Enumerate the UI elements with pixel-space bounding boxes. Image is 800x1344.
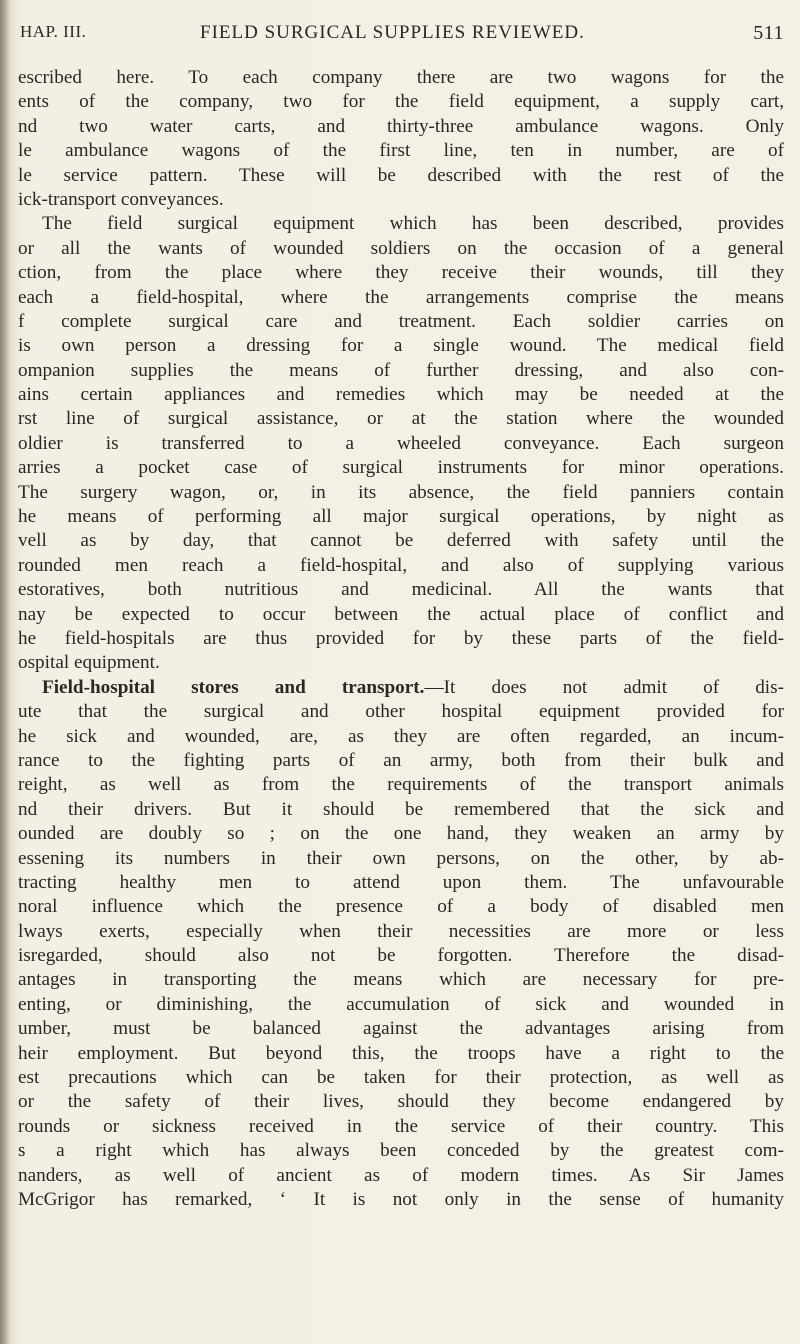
text-line: ction, from the place where they receive their wounds, till they: [18, 262, 784, 284]
text-line: heir employment. But beyond this, the troops have a right to the: [18, 1042, 784, 1064]
body-text: [18, 66, 784, 1212]
text-line: each a field-hospital, where the arrangements comprise the means: [18, 286, 784, 308]
text-line: is own person a dressing for a single wound. The medical field: [18, 335, 784, 357]
text-line: le service pattern. These will be described with the rest of the: [18, 164, 784, 186]
text-line: nay be expected to occur between the actual place of conflict and: [18, 603, 784, 625]
text-line: le ambulance wagons of the first line, ten in number, are of: [18, 140, 784, 162]
page-number: 511: [753, 22, 784, 44]
text-line: The surgery wagon, or, in its absence, the field panniers contain: [18, 481, 784, 503]
page-gutter: [0, 0, 10, 1344]
text-line: tracting healthy men to attend upon them. The unfavourable: [18, 871, 784, 893]
text-line: ute that the surgical and other hospital equipment provided for: [18, 701, 784, 723]
text-line: he sick and wounded, are, as they are often regarded, an incum-: [18, 725, 784, 747]
text-line: ents of the company, two for the field equipment, a supply cart,: [18, 91, 784, 113]
text-line: umber, must be balanced against the advantages arising from: [18, 1018, 784, 1040]
text-line: ounded are doubly so ; on the one hand, they weaken an army by: [18, 823, 784, 845]
text-line: lways exerts, especially when their necessities are more or less: [18, 920, 784, 942]
text-line: noral influence which the presence of a body of disabled men: [18, 896, 784, 918]
text-line: est precautions which can be taken for their protection, as well as: [18, 1067, 784, 1089]
text-line: s a right which has always been conceded by the greatest com-: [18, 1140, 784, 1162]
text-line: nd two water carts, and thirty-three ambulance wagons. Only: [18, 115, 784, 137]
running-head: [20, 22, 784, 52]
text-line: reight, as well as from the requirements of the transport animals: [18, 774, 784, 796]
text-line: nd their drivers. But it should be remembered that the sick and: [18, 798, 784, 820]
text-line: rounds or sickness received in the service of their country. This: [18, 1115, 784, 1137]
text-line: [18, 676, 784, 700]
text-line: f complete surgical care and treatment. Each soldier carries on: [18, 310, 784, 332]
text-line: rst line of surgical assistance, or at the station where the wounded: [18, 408, 784, 430]
text-line: or the safety of their lives, should they become endangered by: [18, 1091, 784, 1113]
text-line: rance to the fighting parts of an army, both from their bulk and: [18, 749, 784, 771]
chapter-label: HAP. III.: [20, 22, 87, 41]
text-line: estoratives, both nutritious and medicinal. All the wants that: [18, 579, 784, 601]
text-line: ospital equipment.: [18, 652, 160, 674]
text-line: antages in transporting the means which are necessary for pre-: [18, 969, 784, 991]
text-line: The field surgical equipment which has been described, provides: [42, 213, 784, 235]
text-line: nanders, as well of ancient as of modern times. As Sir James: [18, 1164, 784, 1186]
running-title: FIELD SURGICAL SUPPLIES REVIEWED.: [200, 22, 585, 43]
section-heading: Field-hospital stores and transport.: [42, 676, 425, 698]
text-line: essening its numbers in their own persons, on the other, by ab-: [18, 847, 784, 869]
text-line: ompanion supplies the means of further dressing, and also con-: [18, 359, 784, 381]
text-line: he field-hospitals are thus provided for by these parts of the field-: [18, 627, 784, 649]
text-line: or all the wants of wounded soldiers on the occasion of a general: [18, 237, 784, 259]
text-line: he means of performing all major surgical operations, by night as: [18, 506, 784, 528]
text-line: ains certain appliances and remedies which may be needed at the: [18, 384, 784, 406]
text-line: ick-transport conveyances.: [18, 188, 224, 210]
text-line: arries a pocket case of surgical instruments for minor operations.: [18, 457, 784, 479]
text-line: rounded men reach a field-hospital, and also of supplying various: [18, 554, 784, 576]
text-line: McGrigor has remarked, ‘ It is not only in the sense of humanity: [18, 1188, 784, 1210]
text-line: isregarded, should also not be forgotten. Therefore the disad-: [18, 945, 784, 967]
heading-continuation: —It does not admit of dis-: [424, 676, 784, 698]
text-line: oldier is transferred to a wheeled conveyance. Each surgeon: [18, 432, 784, 454]
text-line: vell as by day, that cannot be deferred with safety until the: [18, 530, 784, 552]
text-line: escribed here. To each company there are two wagons for the: [18, 67, 784, 88]
text-line: enting, or diminishing, the accumulation of sick and wounded in: [18, 993, 784, 1015]
